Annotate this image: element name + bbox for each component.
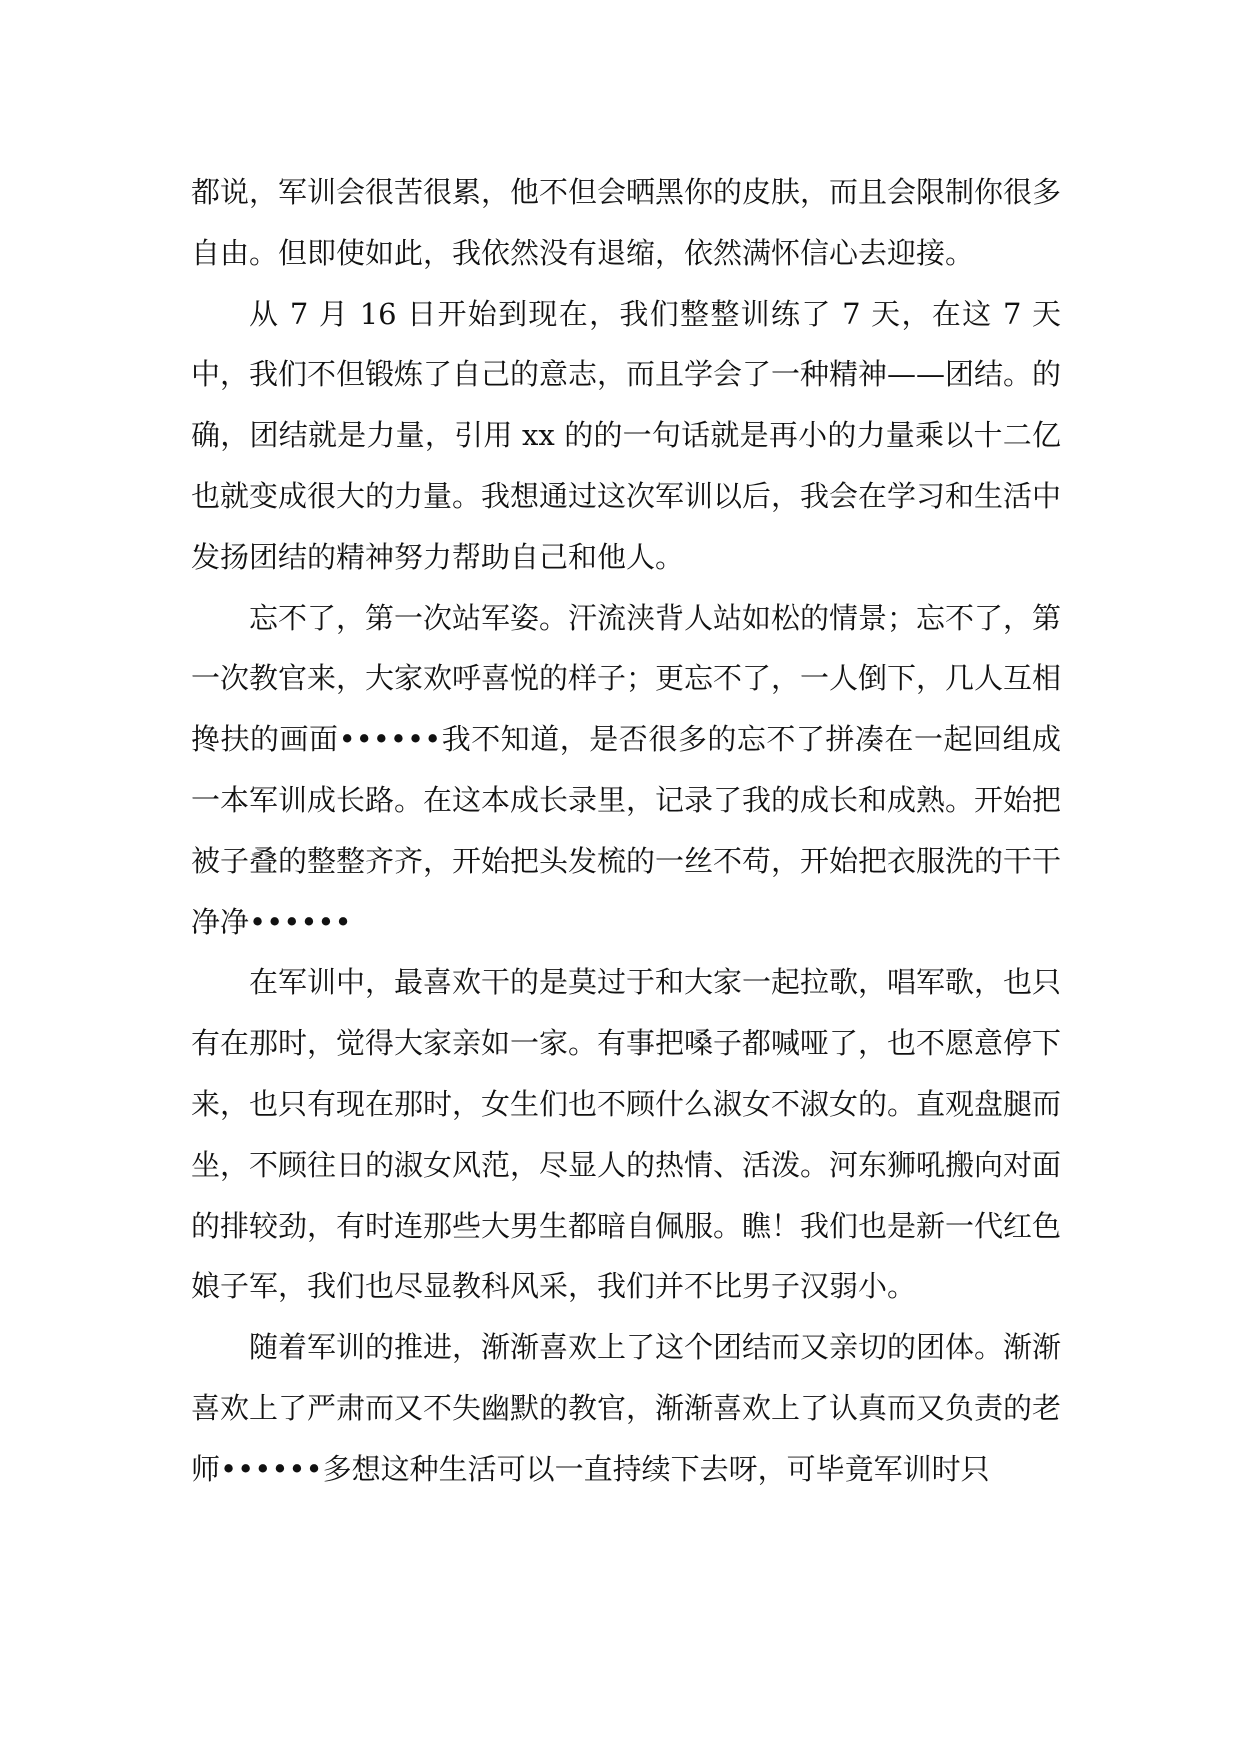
paragraph-1: 都说，军训会很苦很累，他不但会晒黑你的皮肤，而且会限制你很多自由。但即使如此，我依然没有退缩，依然满怀信心去迎接。 [191, 175, 1062, 270]
paragraph-3: 忘不了，第一次站军姿。汗流浃背人站如松的情景；忘不了，第一次教官来，大家欢呼喜悦的样子；更忘不了，一人倒下，几人互相搀扶的画面••••••我不知道，是否很多的忘不了拼凑在一起回组成一本军训成长路。在这本成长录里，记录了我的成长和成熟。开始把被子叠的整整齐齐，开始把头发梳的一丝不苟，开始把衣服洗的干干净净•••••• [191, 600, 1062, 939]
paragraph-4: 在军训中，最喜欢干的是莫过于和大家一起拉歌，唱军歌，也只有在那时，觉得大家亲如一家。有事把嗓子都喊哑了，也不愿意停下来，也只有现在那时，女生们也不顾什么淑女不淑女的。直观盘腿而坐，不顾往日的淑女风范，尽显人的热情、活泼。河东狮吼搬向对面的排较劲，有时连那些大男生都暗自佩服。瞧！我们也是新一代红色娘子军，我们也尽显教科风采，我们并不比男子汉弱小。 [191, 965, 1062, 1304]
paragraph-5: 随着军训的推进，渐渐喜欢上了这个团结而又亲切的团体。渐渐喜欢上了严肃而又不失幽默的教官，渐渐喜欢上了认真而又负责的老师••••••多想这种生活可以一直持续下去呀，可毕竟军训时只 [191, 1330, 1062, 1486]
paragraph-2: 从 7 月 16 日开始到现在，我们整整训练了 7 天，在这 7 天中，我们不但锻炼了自己的意志，而且学会了一种精神——团结。的确，团结就是力量，引用 xx 的的一句话就是再小的力量乘以十二亿也就变成很大的力量。我想通过这次军训以后，我会在学习和生活中发扬团结的精神努力帮助自己和他人。 [191, 296, 1062, 574]
document-body [191, 162, 1061, 1500]
